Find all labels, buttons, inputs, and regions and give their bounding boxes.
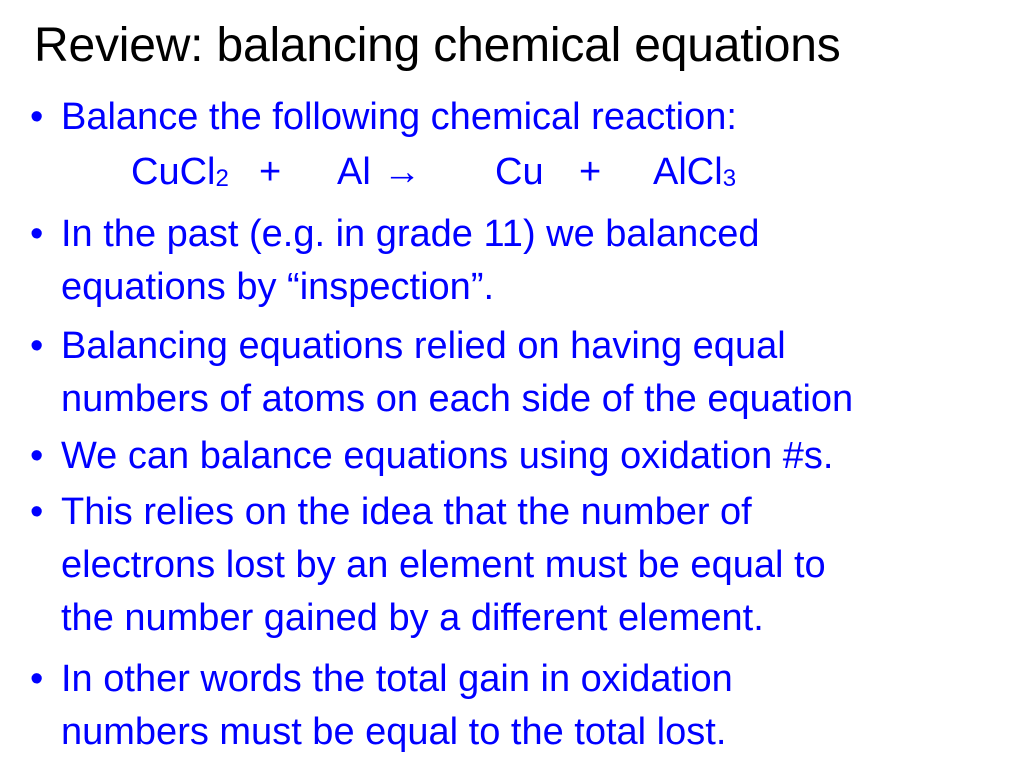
bullet-marker: •	[30, 658, 44, 700]
bullet-marker: •	[30, 491, 44, 533]
bullet-text: Balance the following chemical reaction:	[61, 96, 737, 138]
bullet-text: We can balance equations using oxidation #s.	[61, 435, 834, 477]
bullet-text: Balancing equations relied on having equal	[61, 325, 786, 367]
reaction-arrow-icon: →	[383, 151, 421, 193]
bullet-text: In other words the total gain in oxidation	[61, 658, 733, 700]
bullet-text: the number gained by a different element.	[61, 597, 764, 639]
slide-title: Review: balancing chemical equations	[34, 19, 841, 72]
bullet-text: equations by “inspection”.	[61, 266, 495, 308]
bullet-text: In the past (e.g. in grade 11) we balanced	[61, 213, 760, 255]
plus-sign: +	[259, 151, 282, 193]
bullet-marker: •	[30, 213, 44, 255]
reactant-al: Al	[337, 151, 371, 193]
reactant-cucl2: CuCl$_2$	[131, 151, 229, 193]
bullet-marker: •	[30, 96, 44, 138]
product-alcl3: AlCl$_3$	[653, 151, 737, 193]
bullet-text: numbers of atoms on each side of the equation	[61, 378, 854, 420]
bullet-text: electrons lost by an element must be equal to	[61, 544, 826, 586]
product-cu: Cu	[495, 151, 544, 193]
bullet-text: This relies on the idea that the number of	[61, 491, 752, 533]
bullet-marker: •	[30, 435, 44, 477]
bullet-marker: •	[30, 325, 44, 367]
plus-sign: +	[579, 151, 602, 193]
subscript: 2	[215, 165, 229, 192]
bullet-text: numbers must be equal to the total lost.	[61, 711, 727, 753]
subscript: 3	[722, 165, 737, 192]
